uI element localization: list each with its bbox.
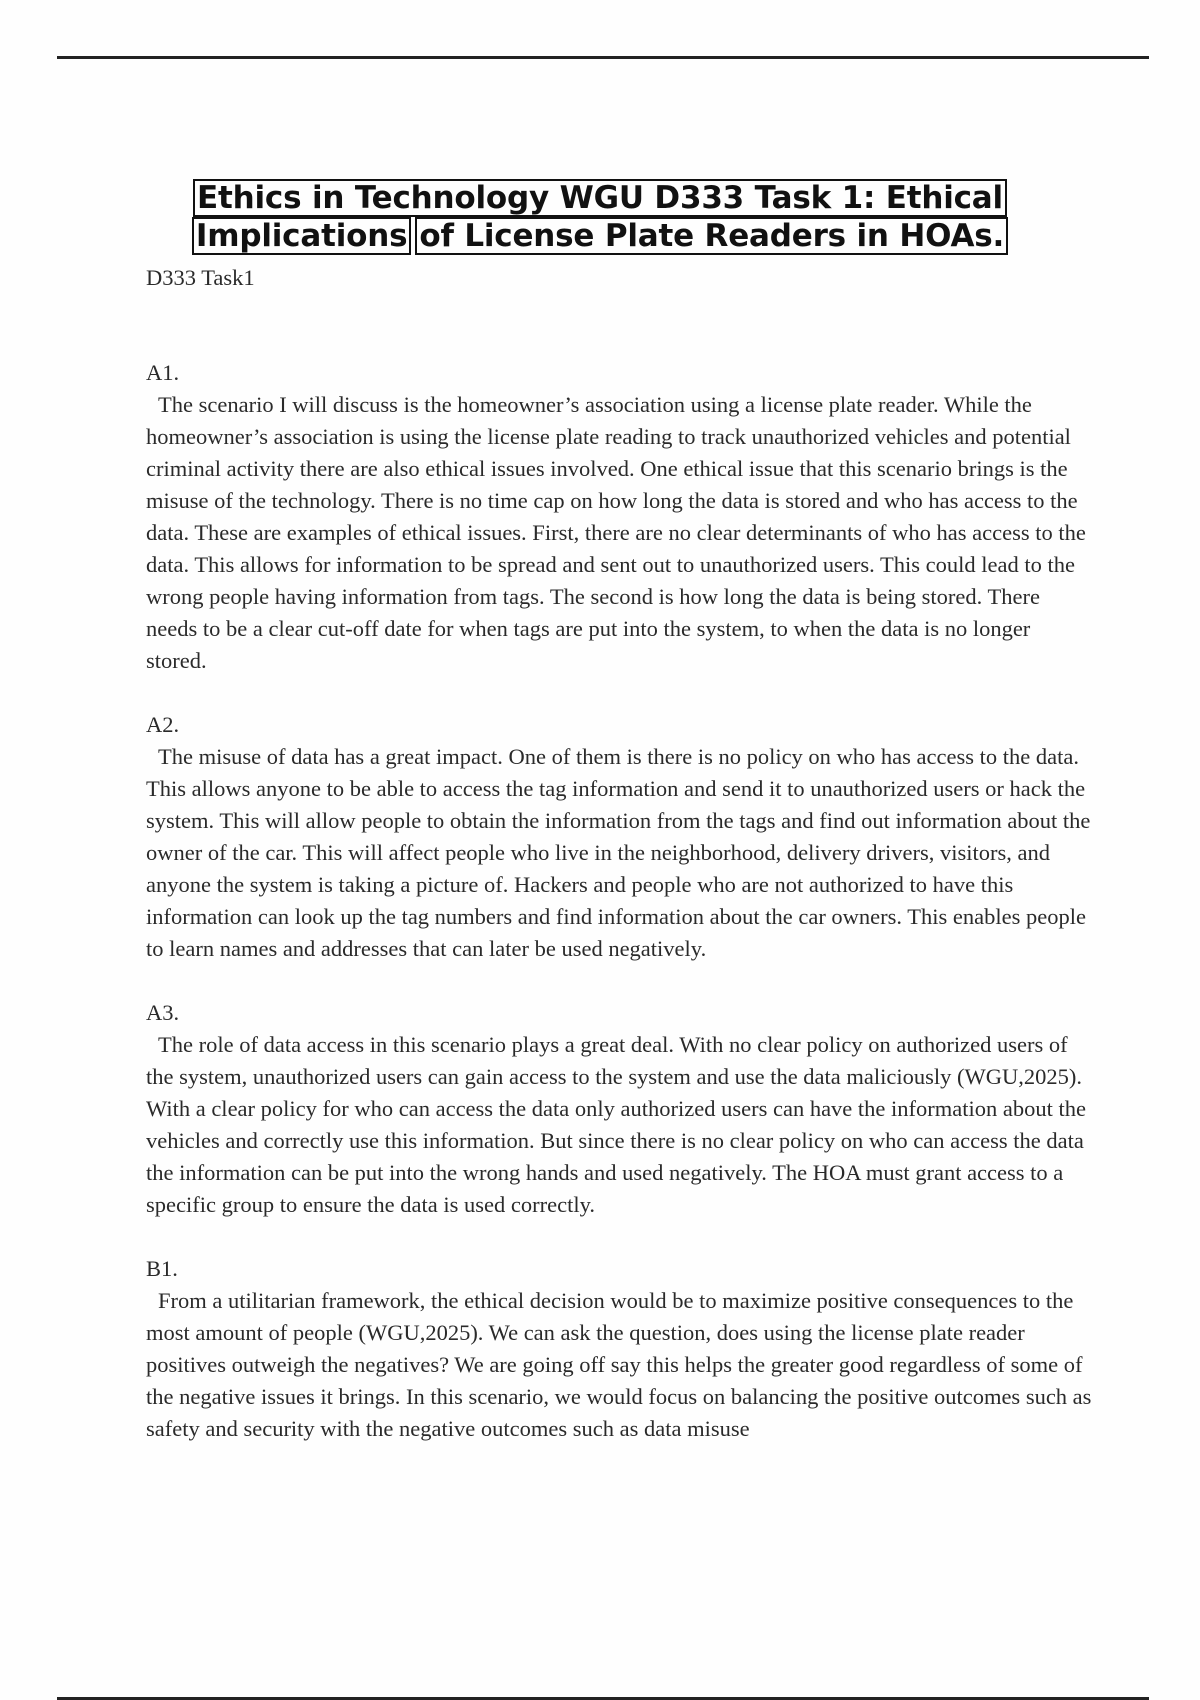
section-label: A2.: [146, 712, 180, 737]
section-label: A1.: [146, 360, 180, 385]
section-body: The scenario I will discuss is the homeowner’s association using a license plate reader. While the homeowner’s association is using the license plate reading to track unauthorized vehicles and potential criminal activity there are also ethical issues involved. One ethical issue that this scenario brings is the misuse of the technology. There is no time cap on how long the data is stored and who has access to the data. These are examples of ethical issues. First, there are no clear determinants of who has access to the data. This allows for information to be spread and sent out to unauthorized users. This could lead to the wrong people having information from tags. The second is how long the data is being stored. There needs to be a clear cut-off date for when tags are put into the system, to when the data is no longer stored.: [146, 392, 1086, 673]
spacer: [146, 965, 1096, 997]
section-body: From a utilitarian framework, the ethical decision would be to maximize positive consequences to the most amount of people (WGU,2025). We can ask the question, does using the license plate reader positives outweigh the negatives? We are going off say this helps the greater good regardless of some of the negative issues it brings. In this scenario, we would focus on balancing the positive outcomes such as safety and security with the negative outcomes such as data misuse: [146, 1288, 1092, 1441]
section-a2: [146, 709, 1096, 965]
section-label: A3.: [146, 1000, 180, 1025]
section-body: The role of data access in this scenario plays a great deal. With no clear policy on authorized users of the system, unauthorized users can gain access to the system and use the data maliciously (WGU,2025). With a clear policy for who can access the data only authorized users can have the information about the vehicles and correctly use this information. But since there is no clear policy on who can access the data the information can be put into the wrong hands and used negatively. The HOA must grant access to a specific group to ensure the data is used correctly.: [146, 1032, 1086, 1217]
document-title: [0, 179, 1200, 255]
title-box: Ethics in Technology WGU D333 Task 1: Ethical: [193, 179, 1007, 217]
title-line-2: [0, 217, 1200, 255]
section-a1: [146, 357, 1096, 677]
document-subtitle: D333 Task1: [146, 265, 255, 290]
section-body: The misuse of data has a great impact. One of them is there is no policy on who has access to the data. This allows anyone to be able to access the tag information and send it to unauthorized users or hack the system. This will allow people to obtain the information from the tags and find out information about the owner of the car. This will affect people who live in the neighborhood, delivery drivers, visitors, and anyone the system is taking a picture of. Hackers and people who are not authorized to have this information can look up the tag numbers and find information about the car owners. This enables people to learn names and addresses that can later be used negatively.: [146, 744, 1091, 961]
spacer: [146, 1221, 1096, 1253]
title-line-1: [0, 179, 1200, 217]
page-top-rule: [57, 56, 1149, 59]
section-label: B1.: [146, 1256, 178, 1281]
title-box: Implications: [192, 217, 411, 255]
section-b1: [146, 1253, 1096, 1445]
document-body: [146, 262, 1096, 1445]
title-box: of License Plate Readers in HOAs.: [415, 217, 1008, 255]
spacer: [146, 677, 1096, 709]
section-a3: [146, 997, 1096, 1221]
spacer: [146, 294, 1096, 357]
